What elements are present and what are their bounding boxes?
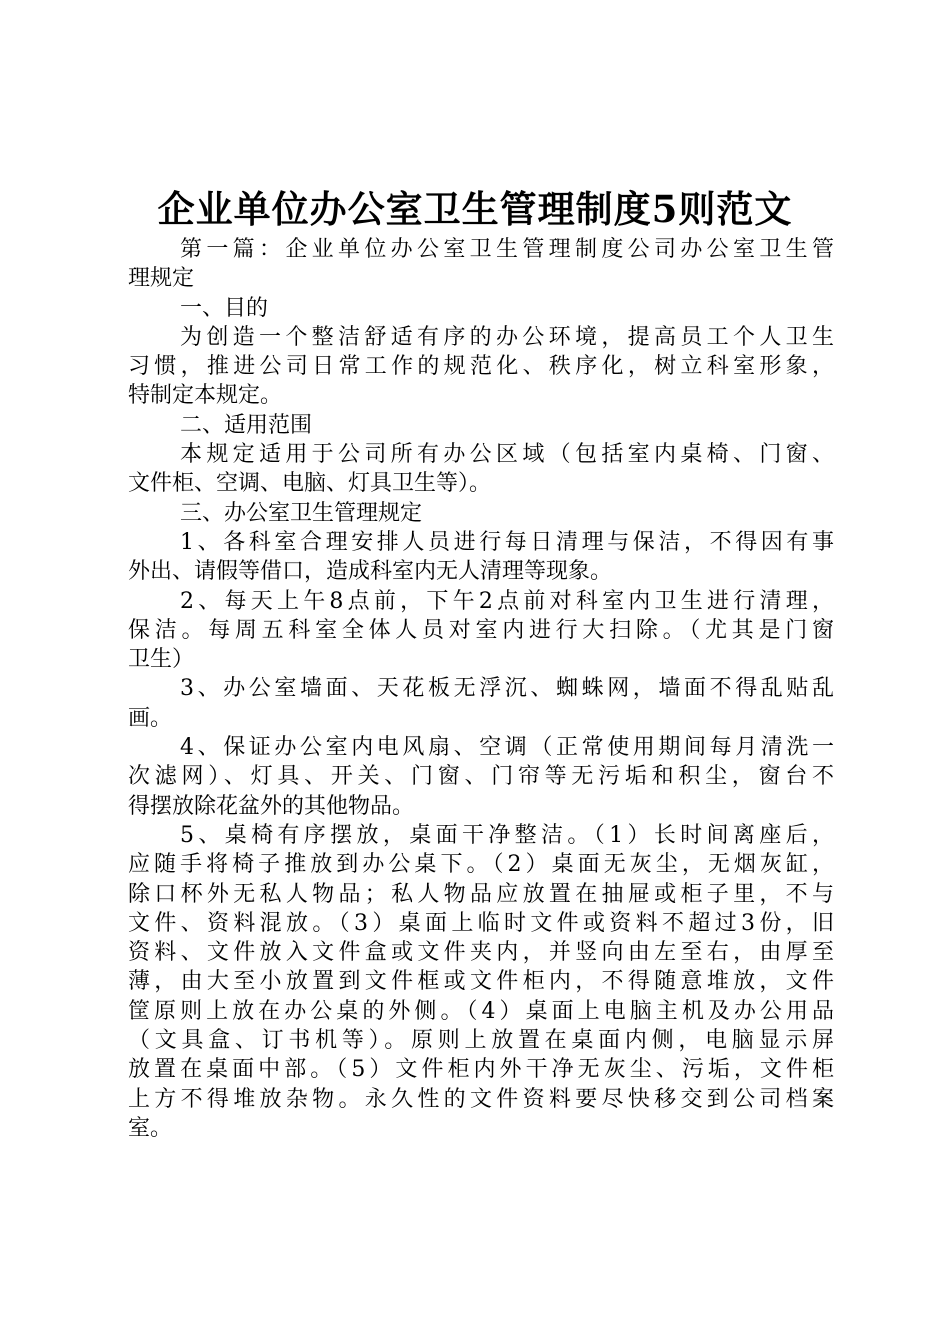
text-line: 特制定本规定。 (128, 383, 283, 409)
text-line: 2、每天上午8点前，下午2点前对科室内卫生进行清理， (180, 588, 834, 614)
text-line: 画。 (128, 705, 173, 731)
text-line: 上方不得堆放杂物。永久性的文件资料要尽快移交到公司档案 (128, 1086, 834, 1112)
text-line: 习惯，推进公司日常工作的规范化、秩序化，树立科室形象， (128, 354, 834, 380)
text-line: 一、目的 (180, 295, 269, 321)
text-line: 文件柜、空调、电脑、灯具卫生等）。 (128, 471, 492, 497)
text-line: 三、办公室卫生管理规定 (180, 500, 423, 526)
text-line: 3、办公室墙面、天花板无浮沉、蜘蛛网，墙面不得乱贴乱 (180, 676, 834, 702)
text-line: 第一篇：企业单位办公室卫生管理制度公司办公室卫生管 (180, 237, 834, 262)
text-line: 得摆放除花盆外的其他物品。 (128, 793, 415, 819)
text-line: 二、适用范围 (180, 412, 313, 438)
text-line: 为创造一个整洁舒适有序的办公环境，提高员工个人卫生 (180, 324, 834, 350)
text-line: 资料、文件放入文件盒或文件夹内，并竖向由左至右，由厚至 (128, 940, 834, 966)
text-line: 1、各科室合理安排人员进行每日清理与保洁，不得因有事 (180, 529, 834, 555)
text-line: 5、桌椅有序摆放，桌面干净整洁。（1）长时间离座后， (180, 822, 834, 848)
text-line: 卫生） (128, 647, 195, 673)
text-line: 本规定适用于公司所有办公区域（包括室内桌椅、门窗、 (180, 442, 834, 468)
text-line: 外出、请假等借口，造成科室内无人清理等现象。 (128, 559, 613, 585)
document-body (128, 235, 834, 1143)
text-line: （文具盒、订书机等）。原则上放置在桌面内侧，电脑显示屏 (128, 1028, 834, 1054)
text-line: 薄，由大至小放置到文件框或文件柜内，不得随意堆放，文件 (128, 969, 834, 995)
text-line: 放置在桌面中部。（5）文件柜内外干净无灰尘、污垢，文件柜 (128, 1057, 834, 1083)
text-line: 室。 (128, 1115, 173, 1141)
text-line: 应随手将椅子推放到办公桌下。（2）桌面无灰尘，无烟灰缸， (128, 852, 834, 878)
text-line: 理规定 (128, 266, 195, 292)
text-line: 保洁。每周五科室全体人员对室内进行大扫除。（尤其是门窗 (128, 617, 834, 643)
text-line: 筐原则上放在办公桌的外侧。（4）桌面上电脑主机及办公用品 (128, 998, 834, 1024)
text-line: 次滤网）、灯具、开关、门窗、门帘等无污垢和积尘，窗台不 (128, 764, 834, 790)
text-line: 文件、资料混放。（3）桌面上临时文件或资料不超过3份，旧 (128, 910, 834, 936)
text-line: 除口杯外无私人物品；私人物品应放置在抽屉或柜子里，不与 (128, 881, 834, 907)
document-title: 企业单位办公室卫生管理制度5则范文 (157, 187, 793, 231)
text-line: 4、保证办公室内电风扇、空调（正常使用期间每月清洗一 (180, 735, 834, 761)
